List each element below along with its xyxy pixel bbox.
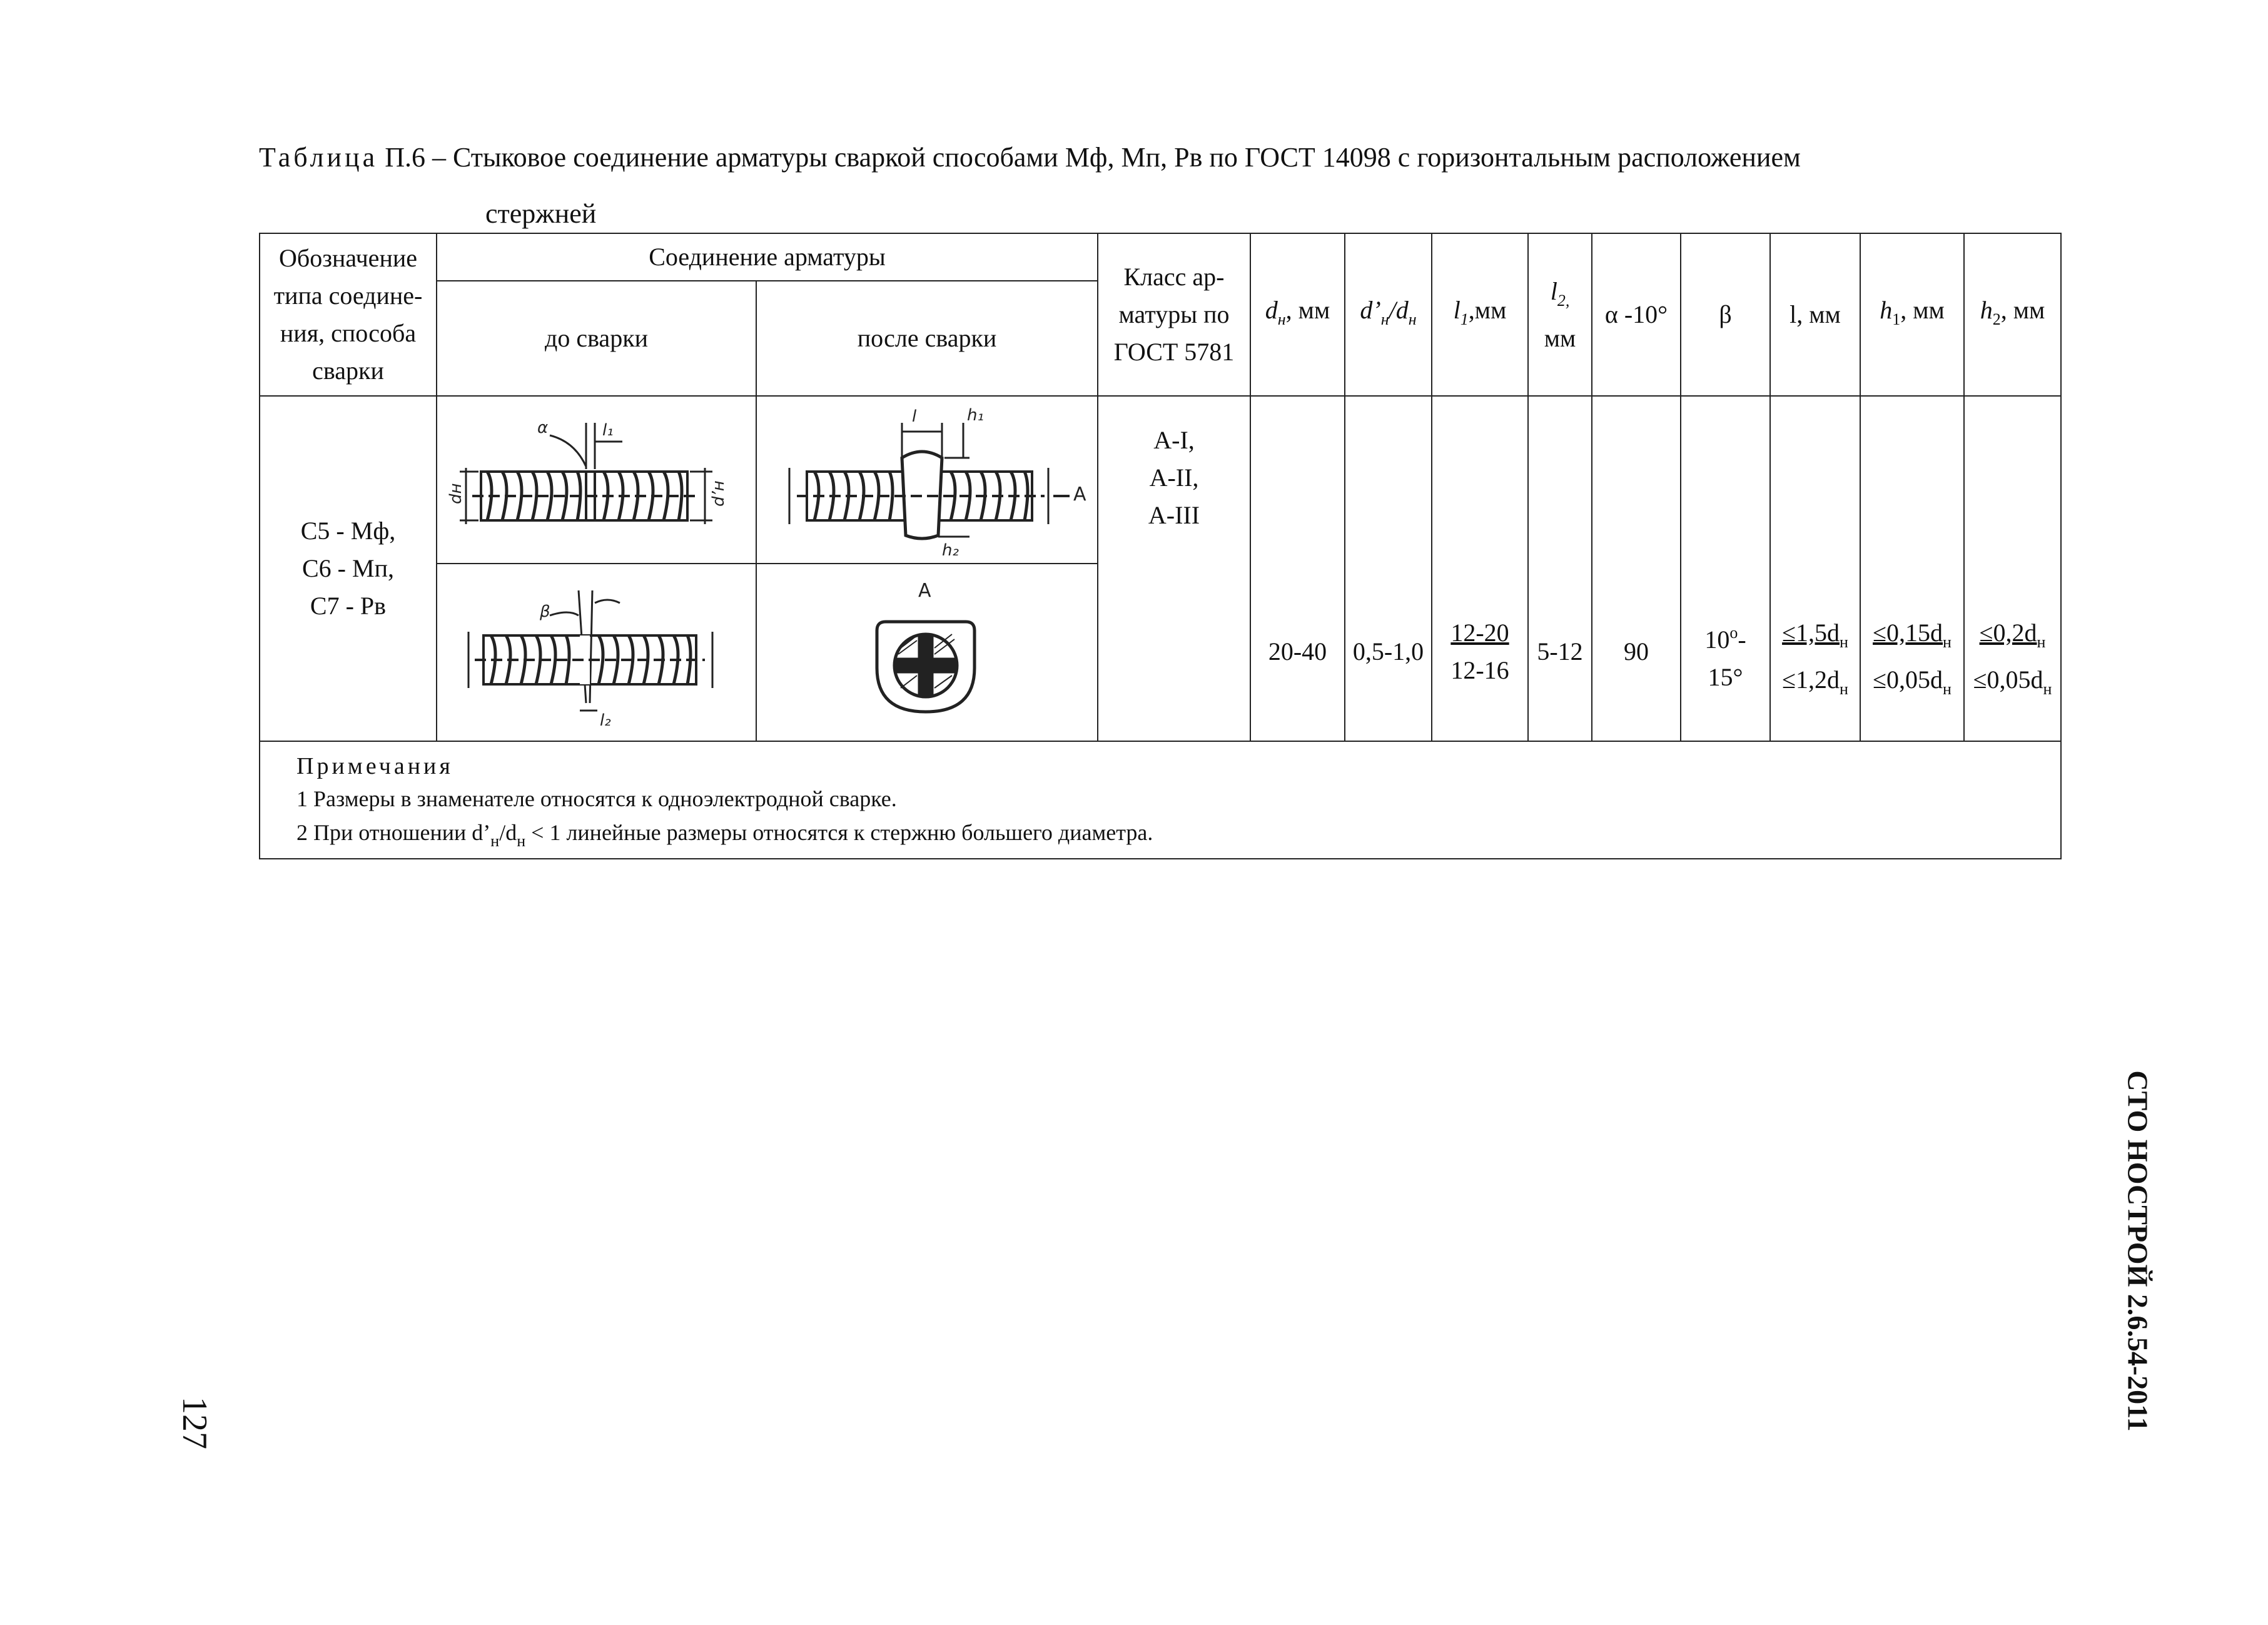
cell-l1 <box>1432 396 1528 741</box>
header-ratio-a-sub: н <box>1380 310 1389 328</box>
drawing-before-side <box>437 396 756 564</box>
label-h2: h₂ <box>942 541 959 560</box>
h2-numerator: ≤0,2d <box>1979 619 2037 647</box>
note-2-part-c: < 1 линейные размеры относятся к стержню большего диаметра. <box>525 820 1153 845</box>
header-after: после сварки <box>756 281 1098 396</box>
l-denominator-sub: н <box>1840 680 1848 698</box>
notes-cell <box>260 741 2061 859</box>
data-row-top <box>260 396 2061 564</box>
beta-dash: - <box>1738 625 1746 654</box>
header-l2 <box>1528 233 1592 396</box>
header-dn-sub: н <box>1277 310 1286 328</box>
h1-numerator: ≤0,15d <box>1873 619 1943 647</box>
cell-dn: 20-40 <box>1250 396 1345 741</box>
header-class-line1: Класс ар- <box>1123 263 1225 291</box>
document-code <box>2114 1051 2162 1451</box>
header-l1-unit: ,мм <box>1468 295 1507 324</box>
header-l2-sub: 2, <box>1557 291 1570 310</box>
cell-h2 <box>1964 396 2061 741</box>
cell-type <box>260 396 437 741</box>
l1-denominator: 12-16 <box>1450 656 1509 684</box>
header-type <box>260 233 437 396</box>
h2-numerator-sub: н <box>2037 633 2046 651</box>
cell-ratio: 0,5-1,0 <box>1345 396 1432 741</box>
cell-l2: 5-12 <box>1528 396 1592 741</box>
label-l2: l₂ <box>600 711 611 730</box>
header-dn-sym: d <box>1265 295 1278 324</box>
class-line2: A-II, <box>1149 463 1199 492</box>
h1-numerator-sub: н <box>1943 633 1952 651</box>
header-h2-unit: , мм <box>2000 295 2045 324</box>
note-2 <box>296 816 2060 858</box>
header-beta: β <box>1681 233 1770 396</box>
label-h1: h₁ <box>967 406 984 425</box>
document-code-text: СТО НОСТРОЙ 2.6.54-2011 <box>2122 1070 2154 1432</box>
h2-denominator: ≤0,05d <box>1973 666 2043 694</box>
header-connection: Соединение арматуры <box>437 233 1098 281</box>
header-h2-sym: h <box>1980 295 1993 324</box>
header-l1-sub: 1 <box>1460 310 1469 328</box>
header-h2 <box>1964 233 2061 396</box>
l-denominator: ≤1,2d <box>1782 666 1840 694</box>
beta-to: 15° <box>1708 663 1743 691</box>
header-dn <box>1250 233 1345 396</box>
label-view-a: A <box>1073 483 1086 505</box>
label-dn: dн <box>447 483 465 504</box>
cell-beta <box>1681 396 1770 741</box>
header-dn-unit: , мм <box>1285 295 1330 324</box>
note-2-part-a: 2 При отношении d’ <box>296 820 491 845</box>
cell-l <box>1770 396 1860 741</box>
drawing-after-side <box>756 396 1098 564</box>
cell-class <box>1098 396 1250 741</box>
type-line3: С7 - Рв <box>310 592 387 620</box>
label-l: l <box>912 407 917 426</box>
header-ratio-b-sub: н <box>1408 310 1417 328</box>
rebar-before-welding-drawing <box>437 398 753 562</box>
label-section-a: A <box>918 580 931 602</box>
drawing-section-a <box>756 564 1098 741</box>
header-class <box>1098 233 1250 396</box>
page-number <box>166 1382 223 1464</box>
cell-h1 <box>1860 396 1964 741</box>
header-l1 <box>1432 233 1528 396</box>
header-l1-sym: l <box>1453 295 1461 324</box>
beta-degree: о <box>1729 624 1738 642</box>
caption-text: П.6 – Стыковое соединение арматуры сваркой способами Мф, Мп, Рв по ГОСТ 14098 с горизонтальным расположением <box>378 142 1801 173</box>
rebar-after-welding-drawing <box>757 398 1095 562</box>
header-h1-unit: , мм <box>1900 295 1945 324</box>
label-dn-prime: d’н <box>709 480 728 507</box>
note-1: 1 Размеры в знаменателе относятся к одноэлектродной сварке. <box>296 786 897 811</box>
label-l1: l₁ <box>602 421 614 440</box>
caption-lead: Таблица <box>259 142 378 173</box>
note-2-part-b: /d <box>499 820 517 845</box>
header-type-line3: ния, способа <box>280 319 417 347</box>
label-alpha: α <box>537 418 549 437</box>
h2-denominator-sub: н <box>2043 680 2052 698</box>
header-type-line4: сварки <box>312 357 384 385</box>
note-2-sub-2: н <box>517 832 526 850</box>
header-l: l, мм <box>1770 233 1860 396</box>
header-l2-sym: l <box>1550 276 1557 305</box>
l-numerator: ≤1,5d <box>1782 619 1840 647</box>
table-caption <box>259 139 2070 233</box>
rebar-bath-before-welding-drawing <box>437 565 753 739</box>
class-line3: A-III <box>1148 501 1200 529</box>
l1-numerator: 12-20 <box>1450 619 1509 647</box>
header-ratio-b: /d <box>1389 295 1409 324</box>
header-l2-unit: мм <box>1544 323 1576 352</box>
beta-from: 10 <box>1704 625 1730 654</box>
header-alpha: α -10° <box>1592 233 1681 396</box>
h1-denominator: ≤0,05d <box>1873 666 1943 694</box>
note-2-sub-1: н <box>490 832 500 850</box>
header-type-line2: типа соедине- <box>273 281 423 310</box>
drawing-before-bath <box>437 564 756 741</box>
header-h2-sub: 2 <box>1992 310 2001 328</box>
h1-denominator-sub: н <box>1943 680 1952 698</box>
header-h1 <box>1860 233 1964 396</box>
label-beta: β <box>540 602 550 621</box>
header-before: до сварки <box>437 281 756 396</box>
header-h1-sub: 1 <box>1892 310 1901 328</box>
header-h1-sym: h <box>1880 295 1893 324</box>
header-row-1 <box>260 233 2061 281</box>
l-numerator-sub: н <box>1840 633 1848 651</box>
type-line1: С5 - Мф, <box>300 517 396 545</box>
notes-heading: Примечания <box>296 753 453 779</box>
header-class-line3: ГОСТ 5781 <box>1113 338 1235 366</box>
header-class-line2: матуры по <box>1118 300 1230 328</box>
welding-table <box>259 233 2062 859</box>
type-line2: С6 - Мп, <box>302 554 394 582</box>
class-line1: A-I, <box>1153 426 1195 454</box>
header-ratio <box>1345 233 1432 396</box>
header-ratio-a: d’ <box>1360 295 1381 324</box>
page-number-text: 127 <box>175 1397 214 1449</box>
section-a-drawing <box>757 565 1095 739</box>
cell-alpha: 90 <box>1592 396 1681 741</box>
caption-line2: стержней <box>485 198 597 229</box>
header-type-line1: Обозначение <box>278 244 418 272</box>
notes-row <box>260 741 2061 859</box>
